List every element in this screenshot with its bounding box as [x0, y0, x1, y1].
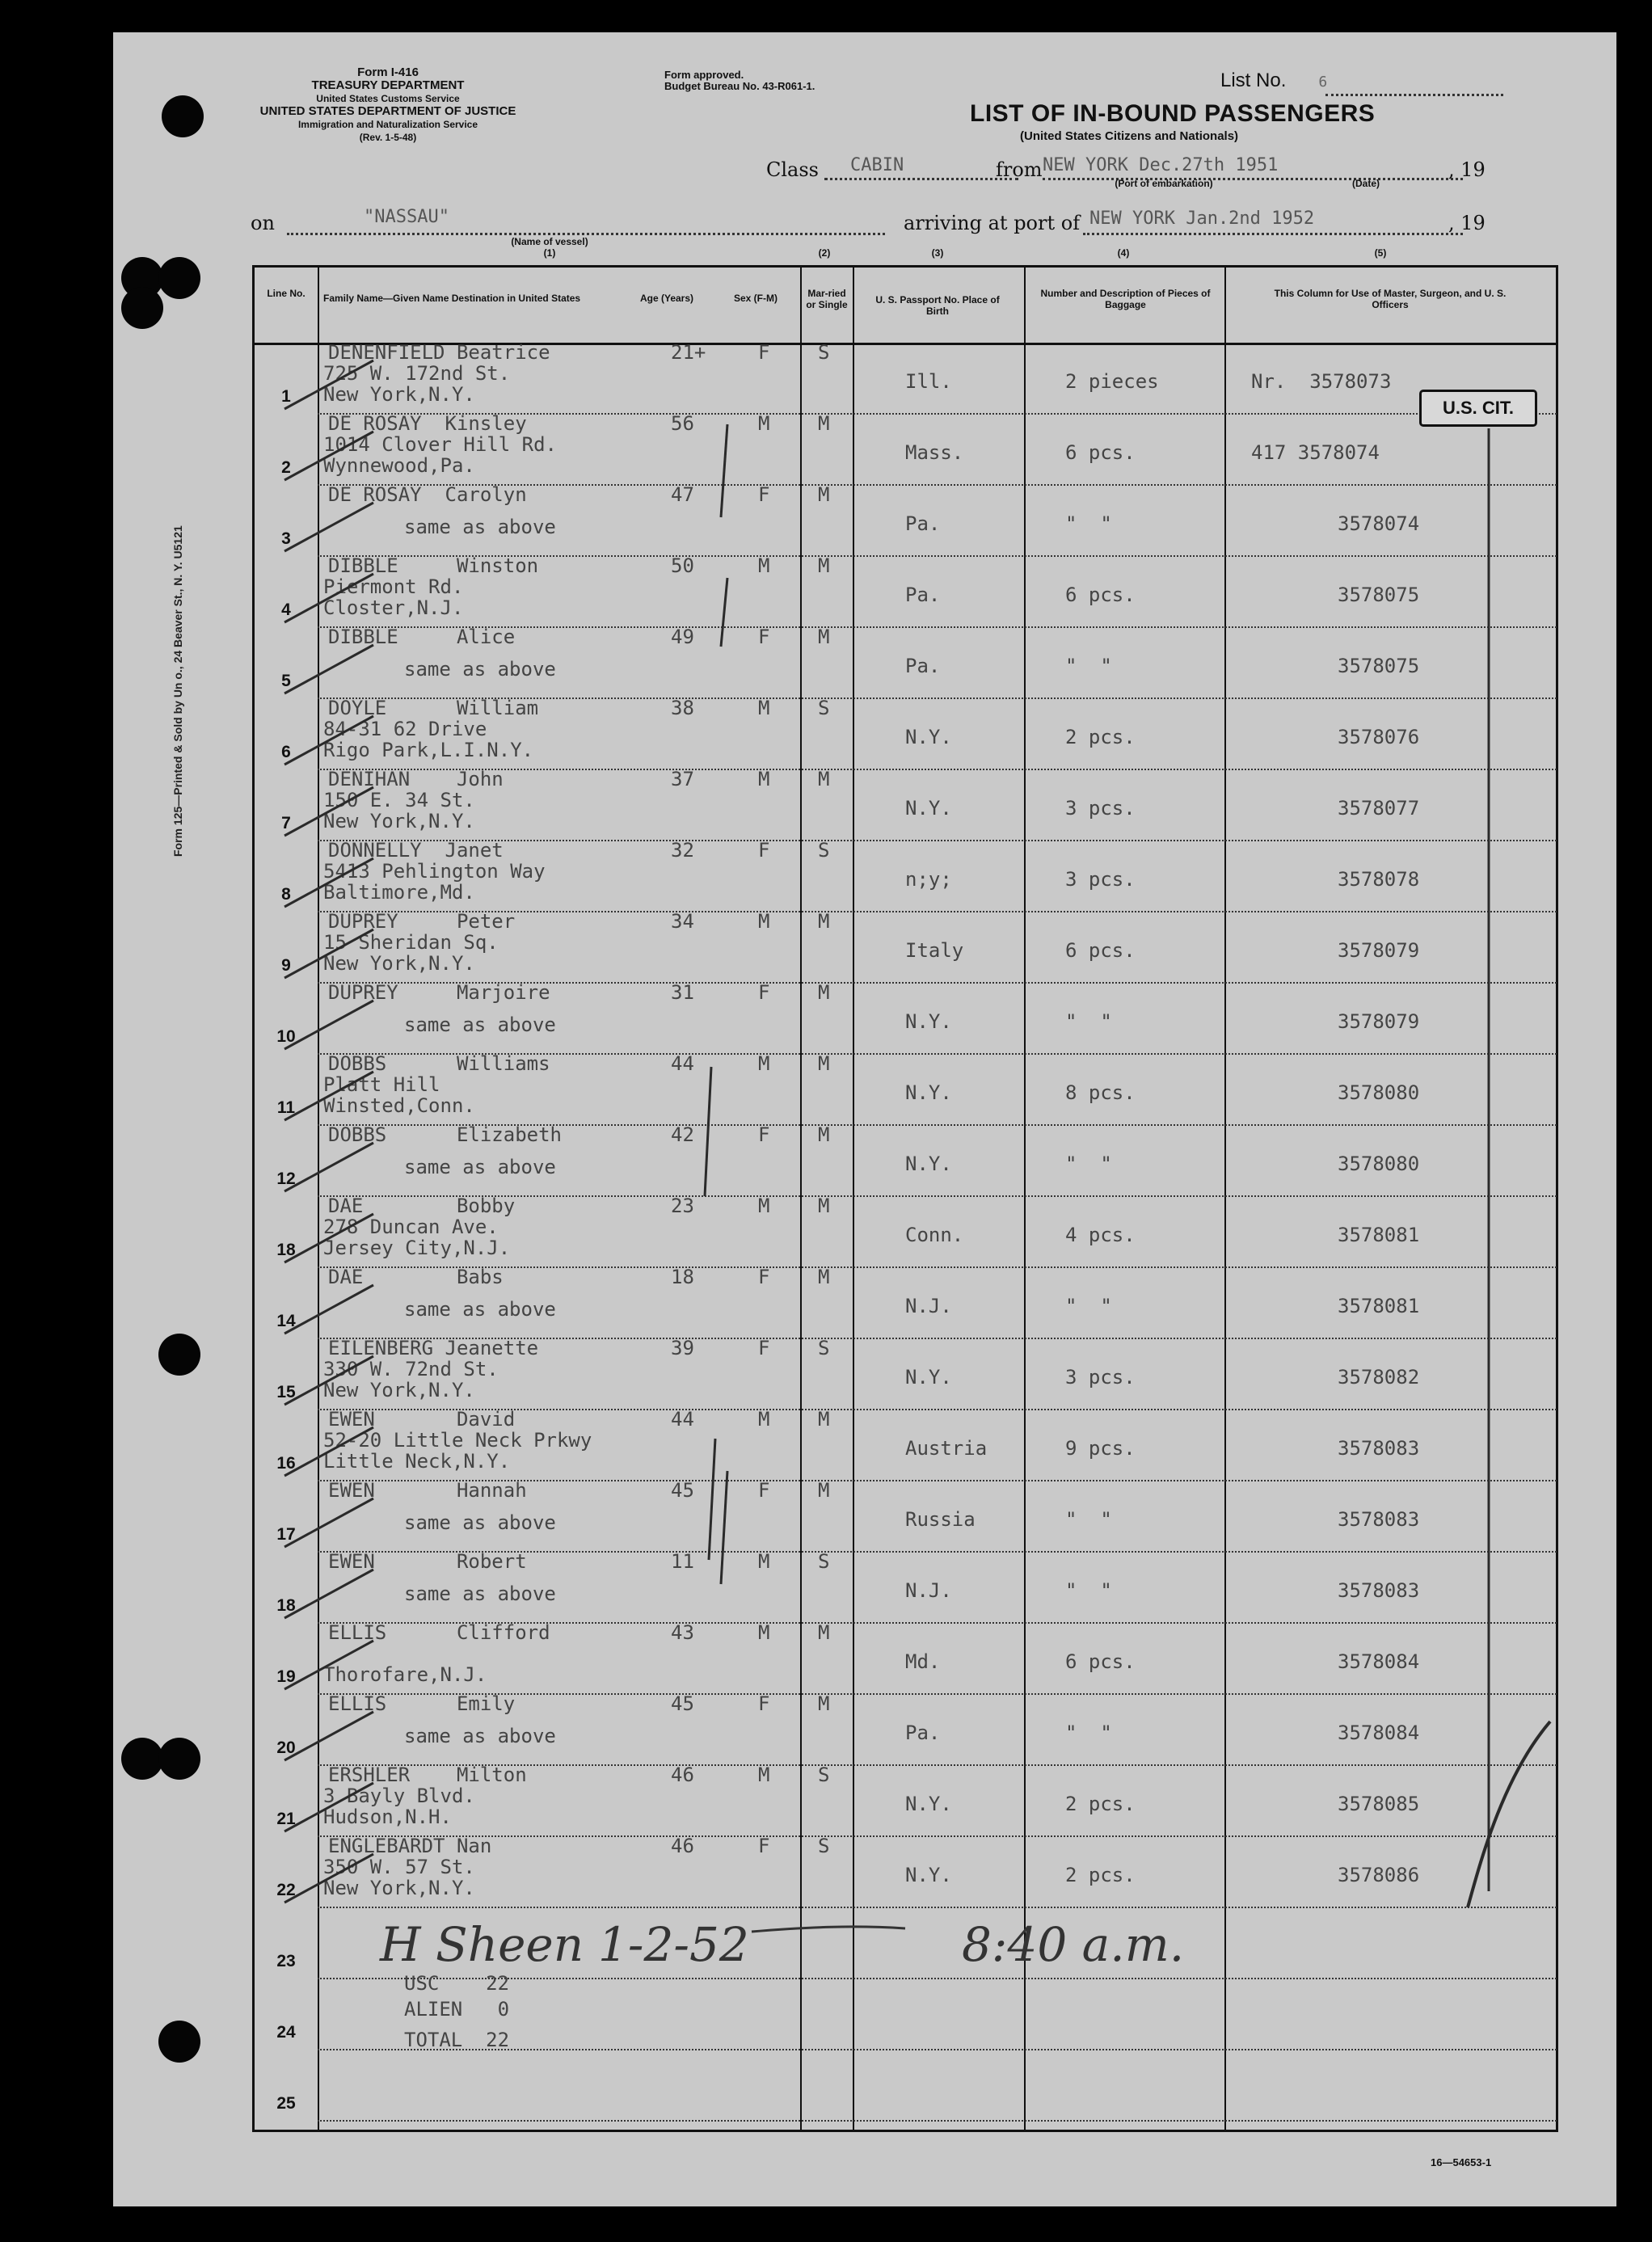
- passenger-name: DAE Babs: [328, 1266, 504, 1288]
- baggage-count: " ": [1065, 1508, 1112, 1531]
- check-stroke: [284, 1285, 373, 1334]
- col-officers: This Column for Use of Master, Surgeon, and U. S. Officers: [1274, 288, 1507, 310]
- line-number: 25: [276, 2094, 296, 2113]
- passenger-marital: M: [818, 1266, 830, 1288]
- baggage-count: 6 pcs.: [1065, 441, 1136, 464]
- baggage-count: 2 pcs.: [1065, 726, 1136, 748]
- line-number: 3: [281, 529, 291, 548]
- passenger-sex: F: [758, 1479, 770, 1502]
- officer-note: 3578086: [1338, 1864, 1420, 1886]
- passenger-marital: M: [818, 1195, 830, 1217]
- place-of-birth: N.Y.: [905, 726, 952, 748]
- passenger-age: 44: [671, 1408, 694, 1431]
- family-bracket: [721, 424, 727, 517]
- ins-service: Immigration and Naturalization Service: [297, 119, 478, 130]
- passenger-sex: M: [758, 1621, 770, 1644]
- col-line-no: Line No.: [267, 288, 306, 299]
- col-married: Mar-ried or Single: [806, 288, 848, 310]
- check-stroke: [284, 716, 373, 765]
- passenger-marital: M: [818, 1621, 830, 1644]
- line-number: 23: [276, 1952, 296, 1970]
- place-of-birth: Russia: [905, 1508, 976, 1531]
- line-number: 18: [276, 1596, 296, 1615]
- passenger-name: DE ROSAY Kinsley: [328, 412, 527, 435]
- col-name: Family Name—Given Name Destination in United States: [323, 293, 581, 304]
- check-stroke: [284, 360, 373, 409]
- passenger-marital: S: [818, 341, 830, 364]
- family-bracket: [705, 1067, 711, 1196]
- officer-note: 3578083: [1338, 1579, 1420, 1602]
- printer-imprint: Form 125—Printed & Sold by Un o., 24 Beaver St., N. Y. U5121: [171, 525, 184, 857]
- passenger-sex: F: [758, 626, 770, 648]
- officer-note: 3578081: [1338, 1295, 1420, 1317]
- officer-note: 3578083: [1338, 1437, 1420, 1460]
- passenger-marital: M: [818, 768, 830, 790]
- officer-note: 3578079: [1338, 1010, 1420, 1033]
- on-label: on: [251, 212, 275, 234]
- passenger-age: 37: [671, 768, 694, 790]
- baggage-count: " ": [1065, 1295, 1112, 1317]
- passenger-address: same as above: [404, 1582, 556, 1605]
- approval-note: Form approved. Budget Bureau No. 43-R061-1.: [664, 69, 815, 92]
- passenger-city: Baltimore,Md.: [323, 881, 475, 904]
- baggage-count: 6 pcs.: [1065, 939, 1136, 962]
- passenger-age: 56: [671, 412, 694, 435]
- line-number: 10: [276, 1027, 296, 1046]
- passenger-name: DENIHAN John: [328, 768, 504, 790]
- passenger-name: DOBBS Elizabeth: [328, 1123, 562, 1146]
- passenger-age: 39: [671, 1337, 694, 1359]
- passenger-city: Closter,N.J.: [323, 596, 464, 619]
- passenger-address: same as above: [404, 1014, 556, 1036]
- form-footer: 16—54653-1: [1431, 2156, 1492, 2168]
- passenger-city: New York,N.Y.: [323, 383, 475, 406]
- date-caption: (Date): [1351, 178, 1380, 189]
- passenger-age: 34: [671, 910, 694, 933]
- passenger-address: 52-20 Little Neck Prkwy: [323, 1429, 592, 1452]
- customs-service: United States Customs Service: [316, 93, 460, 104]
- officer-note: 3578077: [1338, 797, 1420, 820]
- passenger-name: ERSHLER Milton: [328, 1764, 527, 1786]
- grand-total: TOTAL 22: [404, 2029, 510, 2051]
- check-stroke: [284, 1498, 373, 1547]
- passenger-name: EWEN Hannah: [328, 1479, 527, 1502]
- passenger-sex: M: [758, 1408, 770, 1431]
- passenger-sex: M: [758, 768, 770, 790]
- passenger-sex: F: [758, 341, 770, 364]
- place-of-birth: Mass.: [905, 441, 964, 464]
- passenger-name: EILENBERG Jeanette: [328, 1337, 539, 1359]
- usc-total: USC 22: [404, 1972, 510, 1995]
- passenger-name: DENENFIELD Beatrice: [328, 341, 550, 364]
- passenger-address: Piermont Rd.: [323, 575, 464, 598]
- passenger-name: DUPREY Peter: [328, 910, 516, 933]
- port-caption: (Port of embarkation): [1115, 178, 1213, 189]
- passenger-age: 44: [671, 1052, 694, 1075]
- place-of-birth: Pa.: [905, 512, 941, 535]
- place-of-birth: N.Y.: [905, 1081, 952, 1104]
- passenger-age: 21+: [671, 341, 706, 364]
- passenger-marital: S: [818, 839, 830, 862]
- from-label: from: [996, 158, 1043, 181]
- col-baggage: Number and Description of Pieces of Baggage: [1040, 288, 1211, 310]
- check-stroke: [284, 1570, 373, 1618]
- treasury-dept: TREASURY DEPARTMENT: [311, 78, 465, 92]
- passenger-name: DONNELLY Janet: [328, 839, 504, 862]
- passenger-name: DOBBS Williams: [328, 1052, 550, 1075]
- passenger-marital: M: [818, 910, 830, 933]
- check-stroke: [284, 574, 373, 622]
- passenger-age: 45: [671, 1479, 694, 1502]
- passenger-age: 42: [671, 1123, 694, 1146]
- officer-note: 3578084: [1338, 1722, 1420, 1744]
- alien-total: ALIEN 0: [404, 1998, 510, 2021]
- officer-note: 3578084: [1338, 1650, 1420, 1673]
- passenger-sex: M: [758, 910, 770, 933]
- line-number: 17: [276, 1525, 296, 1544]
- officer-note: 417 3578074: [1251, 441, 1380, 464]
- passenger-name: ELLIS Clifford: [328, 1621, 550, 1644]
- passenger-name: EWEN David: [328, 1408, 516, 1431]
- place-of-birth: Conn.: [905, 1224, 964, 1246]
- passenger-sex: M: [758, 1195, 770, 1217]
- line-number: 22: [276, 1881, 296, 1899]
- baggage-count: 2 pieces: [1065, 370, 1159, 393]
- place-of-birth: Pa.: [905, 584, 941, 606]
- baggage-count: " ": [1065, 1010, 1112, 1033]
- passenger-name: EWEN Robert: [328, 1550, 527, 1573]
- passenger-marital: M: [818, 1692, 830, 1715]
- officer-note: 3578085: [1338, 1793, 1420, 1815]
- line-number: 21: [276, 1810, 296, 1828]
- form-subtitle: (United States Citizens and Nationals): [1020, 129, 1239, 143]
- passenger-age: 43: [671, 1621, 694, 1644]
- passenger-sex: F: [758, 839, 770, 862]
- officer-note: 3578076: [1338, 726, 1420, 748]
- passenger-address: 84-31 62 Drive: [323, 718, 487, 740]
- passenger-marital: M: [818, 1123, 830, 1146]
- passenger-address: 3 Bayly Blvd.: [323, 1785, 475, 1807]
- passenger-marital: M: [818, 483, 830, 506]
- passenger-sex: F: [758, 1835, 770, 1857]
- arrival-value: NEW YORK Jan.2nd 1952: [1089, 209, 1315, 229]
- passenger-age: 46: [671, 1835, 694, 1857]
- line-number: 6: [281, 743, 291, 761]
- check-stroke: [284, 645, 373, 693]
- passenger-address: same as above: [404, 1298, 556, 1321]
- vessel-caption: (Name of vessel): [511, 236, 588, 247]
- baggage-count: 6 pcs.: [1065, 584, 1136, 606]
- baggage-count: " ": [1065, 1722, 1112, 1744]
- passenger-marital: M: [818, 1052, 830, 1075]
- place-of-birth: Italy: [905, 939, 964, 962]
- passenger-address: Platt Hill: [323, 1073, 440, 1096]
- passenger-address: same as above: [404, 658, 556, 681]
- check-stroke: [284, 432, 373, 480]
- passenger-marital: S: [818, 1835, 830, 1857]
- line-number: 14: [276, 1312, 296, 1330]
- baggage-count: 9 pcs.: [1065, 1437, 1136, 1460]
- passenger-address: 350 W. 57 St.: [323, 1856, 475, 1878]
- passenger-city: Wynnewood,Pa.: [323, 454, 475, 477]
- baggage-count: 3 pcs.: [1065, 868, 1136, 891]
- passenger-sex: M: [758, 554, 770, 577]
- family-bracket: [709, 1439, 715, 1560]
- place-of-birth: N.Y.: [905, 1153, 952, 1175]
- passenger-name: DAE Bobby: [328, 1195, 516, 1217]
- passenger-address: 150 E. 34 St.: [323, 789, 475, 811]
- line-number: 2: [281, 458, 291, 477]
- line-number: 20: [276, 1738, 296, 1757]
- line-number: 9: [281, 956, 291, 975]
- inspection-time: 8:40 a.m.: [962, 1917, 1185, 1972]
- passenger-sex: F: [758, 1123, 770, 1146]
- baggage-count: " ": [1065, 1153, 1112, 1175]
- passenger-marital: S: [818, 1337, 830, 1359]
- officer-note: 3578075: [1338, 584, 1420, 606]
- year-label: , 19: [1448, 158, 1486, 181]
- passenger-city: Rigo Park,L.I.N.Y.: [323, 739, 534, 761]
- baggage-count: 8 pcs.: [1065, 1081, 1136, 1104]
- place-of-birth: N.J.: [905, 1295, 952, 1317]
- baggage-count: " ": [1065, 1579, 1112, 1602]
- family-bracket: [721, 1471, 727, 1584]
- line-number: 24: [276, 2023, 296, 2042]
- check-stroke: [284, 1641, 373, 1689]
- check-stroke: [284, 1001, 373, 1049]
- check-stroke: [284, 1214, 373, 1262]
- inspector-signature: H Sheen: [380, 1917, 584, 1972]
- passenger-sex: M: [758, 412, 770, 435]
- line-number: 7: [281, 814, 291, 832]
- passenger-marital: M: [818, 412, 830, 435]
- check-stroke: [284, 1854, 373, 1903]
- check-stroke: [284, 929, 373, 978]
- passenger-age: 46: [671, 1764, 694, 1786]
- passenger-address: same as above: [404, 1725, 556, 1747]
- baggage-count: " ": [1065, 655, 1112, 677]
- passenger-sex: F: [758, 981, 770, 1004]
- line-number: 19: [276, 1667, 296, 1686]
- check-stroke: [284, 1356, 373, 1405]
- passenger-city: New York,N.Y.: [323, 810, 475, 832]
- place-of-birth: Pa.: [905, 655, 941, 677]
- passenger-address: 278 Duncan Ave.: [323, 1216, 499, 1238]
- passenger-age: 23: [671, 1195, 694, 1217]
- passenger-sex: M: [758, 697, 770, 719]
- passenger-address: 330 W. 72nd St.: [323, 1358, 499, 1380]
- passenger-age: 18: [671, 1266, 694, 1288]
- passenger-city: New York,N.Y.: [323, 952, 475, 975]
- form-number: Form I-416: [357, 65, 419, 79]
- line-number: 4: [281, 601, 291, 619]
- passenger-sex: F: [758, 483, 770, 506]
- passenger-city: Winsted,Conn.: [323, 1094, 475, 1117]
- passenger-city: New York,N.Y.: [323, 1877, 475, 1899]
- passenger-marital: S: [818, 1550, 830, 1573]
- place-of-birth: N.Y.: [905, 797, 952, 820]
- passenger-age: 32: [671, 839, 694, 862]
- passenger-name: DOYLE William: [328, 697, 539, 719]
- passenger-marital: S: [818, 697, 830, 719]
- line-number: 8: [281, 885, 291, 904]
- place-of-birth: N.Y.: [905, 1793, 952, 1815]
- baggage-count: 3 pcs.: [1065, 1366, 1136, 1389]
- passenger-address: 1014 Clover Hill Rd.: [323, 433, 557, 456]
- form-title: LIST OF IN-BOUND PASSENGERS: [970, 100, 1376, 127]
- passenger-address: same as above: [404, 1511, 556, 1534]
- check-stroke: [284, 1072, 373, 1120]
- check-stroke: [284, 858, 373, 907]
- check-stroke: [284, 787, 373, 836]
- place-of-birth: Pa.: [905, 1722, 941, 1744]
- officer-note: 3578082: [1338, 1366, 1420, 1389]
- passenger-age: 50: [671, 554, 694, 577]
- line-number: 16: [276, 1454, 296, 1473]
- place-of-birth: N.Y.: [905, 1366, 952, 1389]
- check-stroke: [284, 1712, 373, 1760]
- vessel-name: "NASSAU": [364, 207, 449, 227]
- col-passport: U. S. Passport No. Place of Birth: [875, 294, 1000, 317]
- revision: (Rev. 1-5-48): [359, 132, 417, 143]
- officer-note: 3578083: [1338, 1508, 1420, 1531]
- passenger-sex: M: [758, 1052, 770, 1075]
- passenger-marital: M: [818, 626, 830, 648]
- baggage-count: 2 pcs.: [1065, 1793, 1136, 1815]
- passenger-marital: M: [818, 1479, 830, 1502]
- place-of-birth: n;y;: [905, 868, 952, 891]
- passenger-age: 38: [671, 697, 694, 719]
- passenger-sex: F: [758, 1692, 770, 1715]
- passenger-city: Jersey City,N.J.: [323, 1237, 511, 1259]
- embarkation-value: NEW YORK Dec.27th 1951: [1043, 155, 1279, 175]
- place-of-birth: N.J.: [905, 1579, 952, 1602]
- passenger-age: 11: [671, 1550, 694, 1573]
- officer-note: 3578079: [1338, 939, 1420, 962]
- passenger-marital: M: [818, 554, 830, 577]
- family-bracket: [721, 578, 727, 647]
- officer-note: 3578074: [1338, 512, 1420, 535]
- officer-note: 3578075: [1338, 655, 1420, 677]
- officer-note: 3578080: [1338, 1153, 1420, 1175]
- baggage-count: 6 pcs.: [1065, 1650, 1136, 1673]
- passenger-name: ENGLEBARDT Nan: [328, 1835, 492, 1857]
- passenger-sex: F: [758, 1266, 770, 1288]
- place-of-birth: Ill.: [905, 370, 952, 393]
- passenger-address: same as above: [404, 516, 556, 538]
- inspection-date: 1-2-52: [598, 1917, 749, 1972]
- line-number: 12: [276, 1169, 296, 1188]
- passenger-city: New York,N.Y.: [323, 1379, 475, 1401]
- officer-note: 3578080: [1338, 1081, 1420, 1104]
- line-number: 5: [281, 672, 291, 690]
- line-number: 1: [281, 387, 291, 406]
- baggage-count: " ": [1065, 512, 1112, 535]
- passenger-marital: M: [818, 981, 830, 1004]
- place-of-birth: Md.: [905, 1650, 941, 1673]
- check-stroke: [284, 1427, 373, 1476]
- baggage-count: 2 pcs.: [1065, 1864, 1136, 1886]
- passenger-name: DIBBLE Winston: [328, 554, 539, 577]
- passenger-city: Hudson,N.H.: [323, 1806, 452, 1828]
- passenger-age: 47: [671, 483, 694, 506]
- passenger-name: DIBBLE Alice: [328, 626, 516, 648]
- passenger-sex: F: [758, 1337, 770, 1359]
- class-label: Class: [766, 158, 819, 181]
- passenger-name: DE ROSAY Carolyn: [328, 483, 527, 506]
- line-number: 11: [276, 1098, 296, 1117]
- passenger-name: DUPREY Marjoire: [328, 981, 550, 1004]
- col-age: Age (Years): [639, 293, 694, 304]
- passenger-age: 45: [671, 1692, 694, 1715]
- class-value: CABIN: [850, 155, 904, 175]
- check-stroke: [284, 503, 373, 551]
- baggage-count: 3 pcs.: [1065, 797, 1136, 820]
- passenger-address: same as above: [404, 1156, 556, 1178]
- baggage-count: 4 pcs.: [1065, 1224, 1136, 1246]
- officer-note: 3578081: [1338, 1224, 1420, 1246]
- arriving-label: arriving at port of: [904, 212, 1081, 234]
- check-stroke: [284, 1783, 373, 1831]
- justice-dept: UNITED STATES DEPARTMENT OF JUSTICE: [259, 104, 516, 118]
- place-of-birth: Austria: [905, 1437, 988, 1460]
- place-of-birth: N.Y.: [905, 1864, 952, 1886]
- us-citizen-stamp: U.S. CIT.: [1419, 390, 1537, 427]
- passenger-age: 49: [671, 626, 694, 648]
- line-number: 18: [276, 1241, 296, 1259]
- passenger-address: 725 W. 172nd St.: [323, 362, 511, 385]
- passenger-marital: M: [818, 1408, 830, 1431]
- passenger-age: 31: [671, 981, 694, 1004]
- passenger-name: ELLIS Emily: [328, 1692, 516, 1715]
- arrival-year-label: , 19: [1448, 212, 1486, 234]
- check-mark: [1468, 1722, 1550, 1907]
- passenger-address: 15 Sheridan Sq.: [323, 931, 499, 954]
- list-number: List No. 6: [1220, 70, 1328, 91]
- col-sex: Sex (F-M): [734, 293, 778, 304]
- passenger-sex: M: [758, 1550, 770, 1573]
- passenger-marital: S: [818, 1764, 830, 1786]
- check-stroke: [284, 1143, 373, 1191]
- officer-note: 3578078: [1338, 868, 1420, 891]
- place-of-birth: N.Y.: [905, 1010, 952, 1033]
- line-number: 15: [276, 1383, 296, 1401]
- passenger-sex: M: [758, 1764, 770, 1786]
- officer-note: Nr. 3578073: [1251, 370, 1392, 393]
- passenger-city: Little Neck,N.Y.: [323, 1450, 511, 1473]
- passenger-address: 5413 Pehlington Way: [323, 860, 546, 883]
- passenger-city: Thorofare,N.J.: [323, 1663, 487, 1686]
